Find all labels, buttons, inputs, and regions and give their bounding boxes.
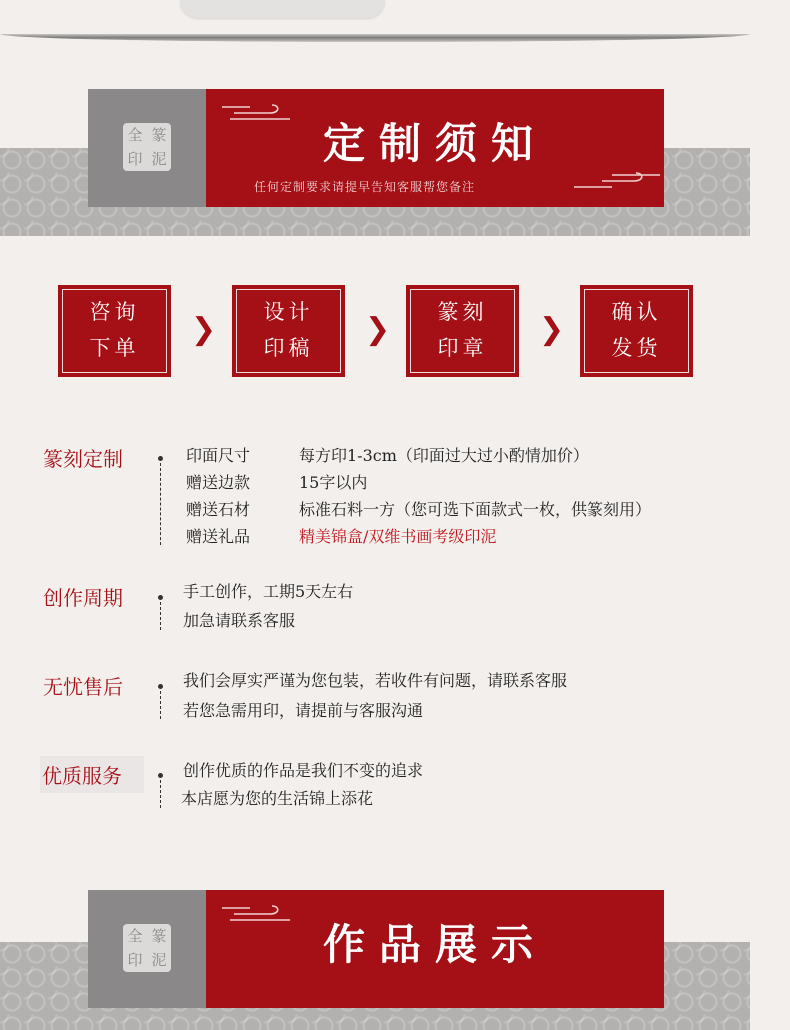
bullet-dot [158,773,163,778]
step-label: 确认 [611,300,662,324]
step-carve-seal [406,285,519,377]
notice-header [88,89,664,207]
step-consult-order [58,285,171,377]
list-item: 印面尺寸 每方印1-3cm（印面过大过小酌情加价） [186,446,589,465]
list-item: 加急请联系客服 [183,611,296,630]
step-design-draft [232,285,345,377]
chevron-right-icon: ❯ [365,312,391,347]
top-divider [0,34,750,42]
dashed-divider [160,463,161,545]
list-item: 创作优质的作品是我们不变的追求 [183,761,424,780]
header-red-panel [206,89,664,207]
section-title-service: 优质服务 [40,756,144,793]
header-red-panel [206,890,664,1008]
gallery-header [88,890,664,1008]
step-label: 下单 [89,336,140,360]
step-label: 印稿 [263,336,314,360]
seal-stamp-icon: 全 篆 印 泥 [123,123,171,171]
bullet-dot [158,684,163,689]
wave-ornament-icon [572,167,662,193]
step-label: 设计 [263,300,314,324]
list-item: 本店愿为您的生活锦上添花 [181,789,374,808]
step-label: 发货 [611,336,662,360]
header-subtitle: 任何定制要求请提早告知客服帮您备注 [254,180,476,194]
section-title-gallery: 作品展示 [322,920,547,969]
list-item: 我们会厚实严谨为您包装，若收件有问题，请联系客服 [183,671,568,690]
section-title-custom: 篆刻定制 [43,447,123,471]
dashed-divider [160,691,161,719]
dashed-divider [160,602,161,630]
bullet-dot [158,595,163,600]
seal-stamp-icon: 全 篆 印 泥 [123,924,171,972]
step-confirm-ship [580,285,693,377]
order-steps [58,285,698,377]
bullet-dot [158,456,163,461]
chevron-right-icon: ❯ [191,312,217,347]
list-item: 赠送礼品 精美锦盒/双维书画考级印泥 [186,527,497,546]
page-title: 定制须知 [322,119,547,168]
list-item: 赠送边款 15字以内 [186,473,368,492]
step-label: 咨询 [89,300,140,324]
step-label: 印章 [437,336,488,360]
list-item: 赠送石材 标准石料一方（您可选下面款式一枚，供篆刻用） [186,500,652,519]
top-decoration [0,0,750,60]
chevron-right-icon: ❯ [539,312,565,347]
list-item: 手工创作，工期5天左右 [183,582,354,601]
seal-box [88,89,206,207]
seal-box [88,890,206,1008]
step-label: 篆刻 [437,300,488,324]
section-title-period: 创作周期 [43,586,123,610]
dashed-divider [160,780,161,808]
list-item: 若您急需用印，请提前与客服沟通 [183,701,424,720]
top-tab-shape [180,0,385,18]
section-title-aftersale: 无忧售后 [43,675,123,699]
